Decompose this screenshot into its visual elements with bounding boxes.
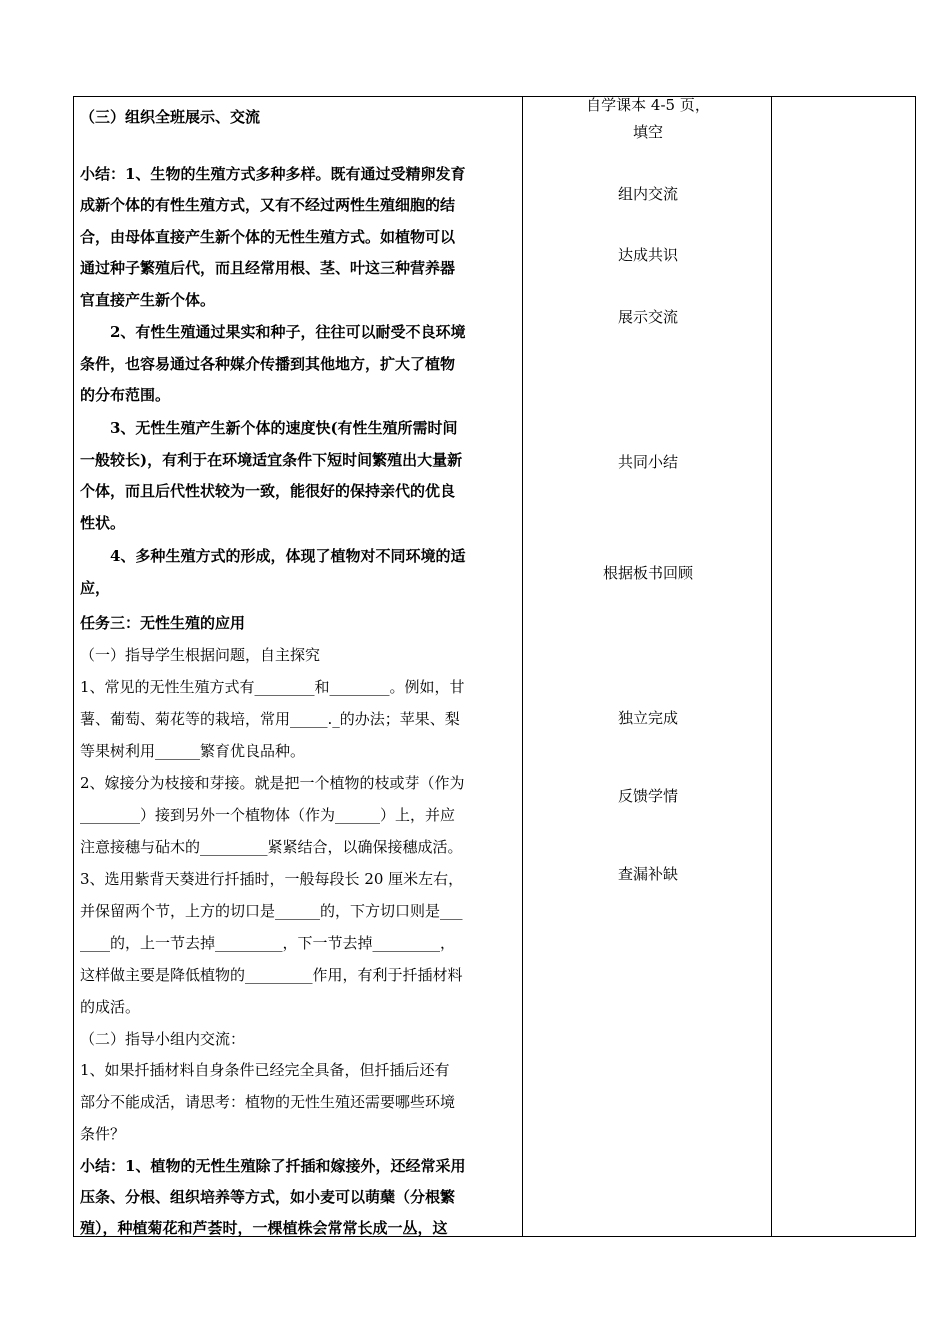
text-line: 部分不能成活，请思考：植物的无性生殖还需要哪些环境 (80, 1093, 456, 1111)
text-line: 应， (80, 579, 111, 597)
text-line: ________）接到另外一个植物体（作为______）上，并应 (80, 806, 456, 824)
text-line: 一般较长)，有利于在环境适宜条件下短时间繁殖出大量新 (80, 451, 463, 469)
text-line: 4、多种生殖方式的形成，体现了植物对不同环境的适 (80, 547, 466, 565)
text-line: 合，由母体直接产生新个体的无性生殖方式。如植物可以 (80, 228, 456, 246)
task-heading: 任务三：无性生殖的应用 (80, 614, 246, 632)
activity-label: 反馈学情 (617, 787, 678, 805)
text-line: （二）指导小组内交流： (80, 1030, 246, 1048)
text-line: 成新个体的有性生殖方式，又有不经过两性生殖细胞的结 (80, 196, 456, 214)
activity-label: 共同小结 (617, 453, 678, 471)
text-line: 的成活。 (80, 998, 141, 1016)
activity-label: 展示交流 (617, 308, 678, 326)
text-line: 并保留两个节，上方的切口是______的，下方切口则是___ (80, 902, 463, 920)
activity-label: 查漏补缺 (617, 865, 678, 883)
text-line: 的分布范围。 (80, 386, 171, 404)
text-line: 3、选用紫背天葵进行扦插时，一般每段长 20 厘米左右， (80, 870, 464, 888)
lesson-table (73, 96, 916, 1237)
text-line: 2、有性生殖通过果实和种子，往往可以耐受不良环境 (80, 323, 466, 341)
text-line: 压条、分根、组织培养等方式，如小麦可以萌蘖（分根繁 (80, 1188, 456, 1206)
activity-label: 自学课本 4-5 页， (586, 96, 710, 114)
text-line: 薯、葡萄、菊花等的栽培，常用_____._的办法；苹果、梨 (80, 710, 460, 728)
text-line: 小结：1、生物的生殖方式多种多样。既有通过受精卵发育 (80, 165, 466, 183)
activity-label: 根据板书回顾 (602, 564, 693, 582)
text-line: 通过种子繁殖后代，而且经常用根、茎、叶这三种营养器 (80, 259, 456, 277)
text-line: 殖），种植菊花和芦荟时，一棵植株会常常长成一丛，这 (80, 1219, 448, 1237)
text-line: 个体，而且后代性状较为一致，能很好的保持亲代的优良 (80, 482, 456, 500)
activity-label: 独立完成 (617, 709, 678, 727)
activity-label: 填空 (632, 123, 663, 141)
text-line: 1、如果扦插材料自身条件已经完全具备，但扦插后还有 (80, 1061, 450, 1079)
text-line: 3、无性生殖产生新个体的速度快(有性生殖所需时间 (80, 419, 458, 437)
text-line: 性状。 (80, 514, 126, 532)
text-line: （三）组织全班展示、交流 (80, 108, 261, 126)
text-line: 2、嫁接分为枝接和芽接。就是把一个植物的枝或芽（作为 (80, 774, 465, 792)
text-line: 官直接产生新个体。 (80, 291, 216, 309)
text-line: 注意接穗与砧木的_________紧紧结合，以确保接穗成活。 (80, 838, 463, 856)
text-line: 小结：1、植物的无性生殖除了扦插和嫁接外，还经常采用 (80, 1157, 466, 1175)
text-line: 等果树利用______繁育优良品种。 (80, 742, 306, 760)
column-divider (771, 97, 772, 1236)
text-line: 这样做主要是降低植物的_________作用，有利于扦插材料 (80, 966, 463, 984)
text-line: 1、常见的无性生殖方式有________和________。例如，甘 (80, 678, 465, 696)
text-line: 条件，也容易通过各种媒介传播到其他地方，扩大了植物 (80, 355, 456, 373)
activity-label: 组内交流 (617, 185, 678, 203)
text-line: （一）指导学生根据问题，自主探究 (80, 646, 321, 664)
activity-label: 达成共识 (617, 246, 678, 264)
text-line: 条件？ (80, 1125, 126, 1143)
text-line: ____的，上一节去掉_________，下一节去掉_________， (80, 934, 456, 952)
column-divider (522, 97, 523, 1236)
